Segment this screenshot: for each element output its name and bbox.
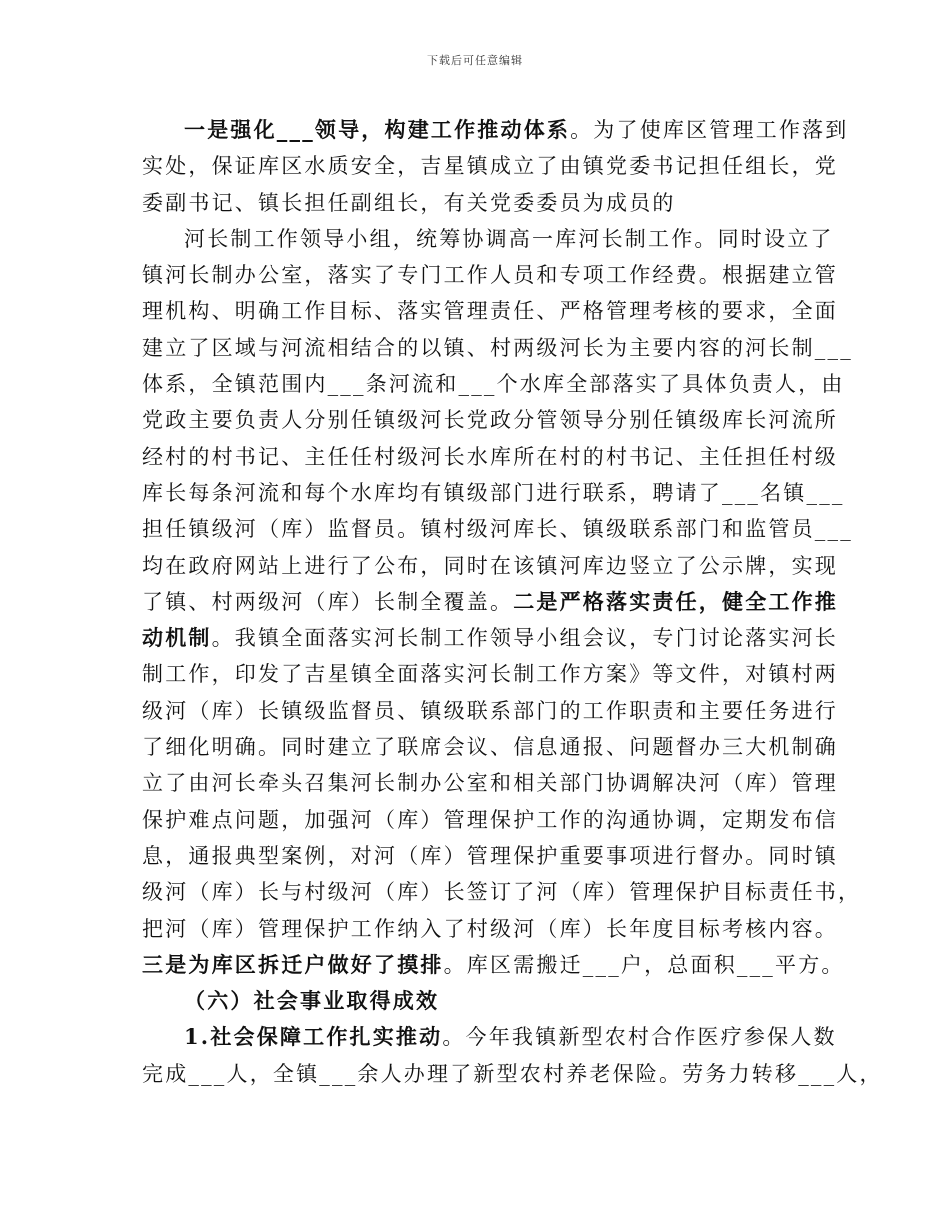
text-run: 了细化明确。同时建立了联席会议、信息通报、问题督办三大机制确 [142,735,838,760]
text-run: 立了由河长牵头召集河长制办公室和相关部门协调解决河（库）管理 [142,771,838,796]
bold-text-run: 动机制 [142,625,212,651]
text-line [142,802,838,838]
text-run: 制工作，印发了吉星镇全面落实河长制工作方案》等文件，对镇村两 [142,662,838,687]
bold-text-run: 1.社会保障工作扎实推动 [184,1024,443,1050]
text-run: 。今年我镇新型农村合作医疗参保人数 [442,1025,837,1050]
text-run: 把河（库）管理保护工作纳入了村级河（库）长年度目标考核内容。 [142,916,838,941]
text-line [142,983,814,1019]
text-line [142,693,838,729]
text-line [142,548,838,584]
bold-text-run: 一是强化___领导，构建工作推动体系 [184,117,571,142]
text-run: 均在政府网站上进行了公布，同时在该镇河库边竖立了公示牌，实现 [142,553,838,578]
text-run: 委副书记、镇长担任副组长，有关党委委员为成员的 [142,190,676,215]
bold-text-run: （六）社会事业取得成效 [184,988,440,1014]
text-run: 了镇、村两级河（库）长制全覆盖。 [142,589,514,614]
text-line [142,439,838,475]
text-line [142,656,838,692]
text-run: 党政主要负责人分别任镇级河长党政分管领导分别任镇级库长河流所 [142,408,838,433]
text-run: 息，通报典型案例，对河（库）管理保护重要事项进行督办。同时镇 [142,843,838,868]
text-line [142,185,814,221]
text-run: 级河（库）长与村级河（库）长签订了河（库）管理保护目标责任书， [142,880,862,905]
document-body [142,112,883,1092]
text-line [142,330,853,366]
text-line [142,366,845,402]
text-run: 河长制工作领导小组，统筹协调高一库河长制工作。同时设立了 [184,226,834,251]
text-run: 保护难点问题，加强河（库）管理保护工作的沟通协调，定期发布信 [142,807,838,832]
text-line [142,838,838,874]
text-line [142,1019,837,1055]
text-run: 。我镇全面落实河长制工作领导小组会议，专门讨论落实河长 [211,626,839,651]
text-run: 镇河长制办公室，落实了专门工作人员和专项工作经费。根据建立管 [142,263,838,288]
text-run: 理机构、明确工作目标、落实管理责任、严格管理考核的要求，全面 [142,299,838,324]
text-line [142,221,834,257]
text-run: 。为了使库区管理工作落到 [570,118,849,142]
text-line [142,584,839,620]
page-header: 下载后可任意编辑 [427,54,523,67]
text-run: 经村的村书记、主任任村级河长水库所在村的村书记、主任担任村级 [142,444,838,469]
text-line [142,765,838,801]
text-run: 建立了区域与河流相结合的以镇、村两级河长为主要内容的河长制___ [142,335,853,360]
text-line [142,729,838,765]
bold-text-run: 二是严格落实责任，健全工作推 [513,588,839,614]
text-line [142,112,849,148]
text-line [142,947,845,983]
text-run: 级河（库）长镇级监督员、镇级联系部门的工作职责和主要任务进行 [142,698,838,723]
text-line [142,511,853,547]
bold-text-run: 三是为库区拆迁户做好了摸排 [142,951,444,977]
text-line [142,257,838,293]
text-run: 担任镇级河（库）监督员。镇村级河库长、镇级联系部门和监管员___ [142,517,853,542]
text-line [142,293,838,329]
text-line [142,148,838,184]
text-run: 实处，保证库区水质安全，吉星镇成立了由镇党委书记担任组长，党 [142,154,838,179]
text-line [142,620,839,656]
text-run: 体系，全镇范围内___条河流和___个水库全部落实了具体负责人，由 [142,372,845,397]
text-run: 。库区需搬迁___户，总面积___平方。 [443,952,845,977]
text-line [142,1056,883,1092]
text-line [142,475,845,511]
text-run: 库长每条河流和每个水库均有镇级部门进行联系，聘请了___名镇___ [142,480,845,505]
text-run: 完成___人，全镇___余人办理了新型农村养老保险。劳务力转移___人， [142,1061,883,1086]
text-line [142,911,838,947]
text-line [142,402,838,438]
text-line [142,874,862,910]
